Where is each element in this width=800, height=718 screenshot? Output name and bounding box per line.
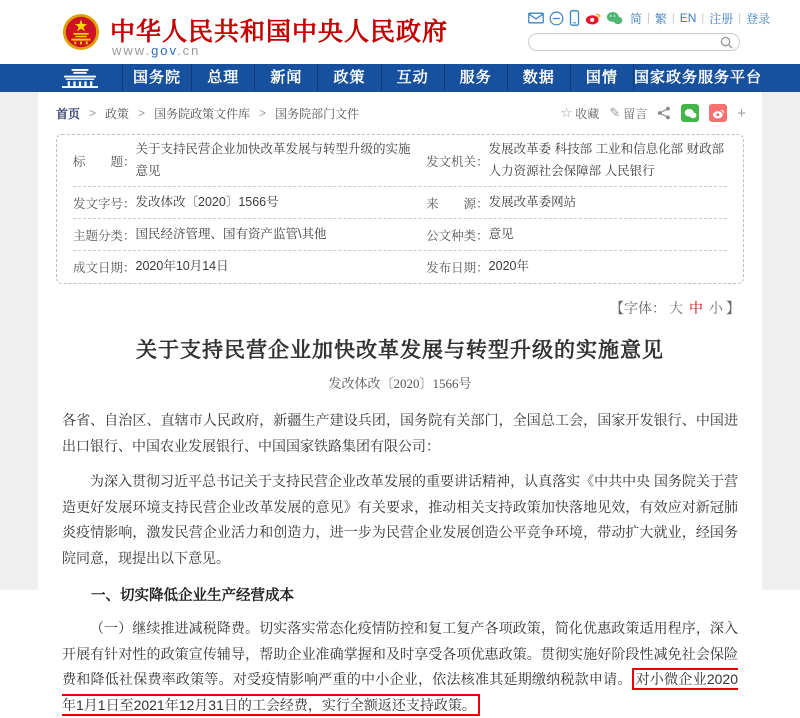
meta-label-source: 来 源： [426,196,489,211]
meta-label-publish-date: 发布日期： [426,261,489,275]
search-box [528,33,740,51]
register-link[interactable]: 注册 [709,11,734,26]
meta-label-written-date: 成文日期： [73,261,136,275]
nav-item-news[interactable]: 新闻 [254,64,317,92]
nav-item-policy[interactable]: 政策 [317,64,380,92]
nav-item-data[interactable]: 数据 [507,64,570,92]
meta-row-dates [73,251,727,283]
header-icon-row [528,9,771,27]
meta-row-title [73,135,727,187]
font-size-medium-button[interactable]: 中 [689,300,703,316]
star-icon: ☆ [560,105,573,120]
breadcrumb-home[interactable]: 首页 [56,106,81,121]
meta-value-issuing-agency: 发展改革委 科技部 工业和信息化部 财政部 人力资源社会保障部 人民银行 [488,141,725,178]
site-url-www: www. [112,43,152,58]
mail-icon[interactable] [528,11,544,26]
lang-links [630,10,770,27]
meta-value-category: 国民经济管理、国有资产监管\其他 [135,226,327,241]
site-url [112,43,200,58]
nav-item-national-conditions[interactable]: 国情 [570,64,633,92]
divider: | [701,12,705,24]
font-size-control [60,298,740,318]
nav-item-interaction[interactable]: 互动 [381,64,444,92]
nav-home-tiananmen-icon[interactable] [38,64,122,92]
more-share-button[interactable]: + [737,104,746,122]
lang-simplified[interactable]: 简 [630,11,643,26]
meta-label-title: 标 题： [73,154,136,169]
lang-english[interactable]: EN [679,11,697,25]
page-tools [561,104,746,122]
paragraph-intro: 为深入贯彻习近平总书记关于支持民营企业改革发展的重要讲话精神，认真落实《中共中央 国务院关于营造更好发展环境支持民营企业改革发展的意见》有关要求，推动相关支持政策加快落地见效，有效应对新冠肺炎疫情影响，激发民营企业活力和创造力，进一步为民营企业发展创造公平竞争环境，带动扩大就业，经国务院同意，现提出以下意见。 [62,473,738,566]
meta-row-category [73,219,727,251]
meta-value-doc-type: 意见 [488,226,514,241]
nav-item-gov-service-platform[interactable]: 国家政务服务平台 [633,64,762,92]
share-weibo-icon[interactable] [709,104,727,122]
meta-row-doc-number [73,187,727,219]
section-heading-1: 一、切实降低企业生产经营成本 [91,588,294,604]
font-control-close-bracket: 】 [726,300,740,316]
breadcrumb-department-documents[interactable]: 国务院部门文件 [275,106,360,121]
document-title: 关于支持民营企业加快改革发展与转型升级的实施意见 [136,338,664,362]
wechat-icon[interactable] [606,11,622,26]
divider: | [738,12,742,24]
document-body [38,318,762,718]
search-icon[interactable] [720,36,733,54]
paragraph-item-1 [62,616,738,718]
meta-label-category: 主题分类： [73,228,136,243]
site-header [0,0,800,64]
nav-item-state-council[interactable]: 国务院 [122,64,191,92]
breadcrumb-separator: > [259,106,267,120]
weibo-icon[interactable] [585,11,601,26]
favorite-button[interactable] [561,105,600,122]
meta-value-publish-date: 2020年 [488,259,529,274]
breadcrumb-policy[interactable]: 政策 [105,106,130,121]
favorite-label: 收藏 [575,106,600,121]
breadcrumb-policy-library[interactable]: 国务院政策文件库 [154,106,251,121]
site-title[interactable]: 中华人民共和国中央人民政府 [110,18,449,46]
font-size-small-button[interactable]: 小 [709,300,723,316]
comment-label: 留言 [623,106,648,121]
share-wechat-icon[interactable] [681,104,699,122]
breadcrumb-separator: > [89,106,97,120]
content-wrap [0,92,800,713]
meta-label-issuing-agency: 发文机关： [426,154,489,169]
search-input[interactable] [537,35,715,49]
breadcrumb-separator: > [138,106,146,120]
site-url-cn: .cn [177,43,201,58]
meta-label-doc-type: 公文种类： [426,228,489,243]
meta-value-title: 关于支持民营企业加快改革发展与转型升级的实施意见 [135,141,411,178]
meta-value-doc-number: 发改体改〔2020〕1566号 [135,194,279,209]
divider: | [647,12,650,24]
breadcrumb [56,105,359,122]
header-right [528,9,771,51]
font-control-open-bracket: 【字体： [610,300,666,316]
main-nav [0,64,800,92]
breadcrumb-row [38,92,762,130]
nav-item-premier[interactable]: 总理 [191,64,254,92]
meta-value-written-date: 2020年10月14日 [135,259,229,274]
paragraph-address: 各省、自治区、直辖市人民政府，新疆生产建设兵团，国务院有关部门，全国总工会，国家开发银行、中国进出口银行、中国农业发展银行、中国国家铁路集团有限公司： [62,412,738,454]
divider: | [671,12,675,24]
comment-button[interactable] [609,105,647,122]
paragraph-item-1-text: （一）继续推进减税降费。切实落实常态化疫情防控和复工复产各项政策，简化优惠政策适用程序，深入开展有针对性的政策宣传辅导，帮助企业准确掌握和及时享受各项优惠政策。贯彻实施好阶段性减免社会保险费和降低社保费率政策等。对受疫情影响严重的中小企业，依法核准其延期缴纳税款申请。 [62,620,738,687]
highlighted-sentence: 对小微企业2020年1月1日至2021年12月31日的工会经费，实行全额返还支持政策。 [62,668,738,716]
mobile-icon[interactable] [569,11,580,26]
meta-label-doc-number: 发文字号： [73,196,136,211]
pencil-icon: ✎ [609,105,621,120]
content-column [38,92,762,713]
meta-value-source: 发展改革委网站 [488,194,577,209]
lang-traditional[interactable]: 繁 [654,11,667,26]
share-icon[interactable] [657,106,671,120]
document-number: 发改体改〔2020〕1566号 [328,376,472,391]
national-emblem-icon[interactable] [62,13,100,51]
login-link[interactable]: 登录 [746,11,771,26]
nav-item-services[interactable]: 服务 [444,64,507,92]
document-meta-table [56,134,744,284]
client-icon[interactable] [549,11,564,26]
font-size-large-button[interactable]: 大 [669,300,683,316]
site-url-gov: gov [151,43,178,58]
